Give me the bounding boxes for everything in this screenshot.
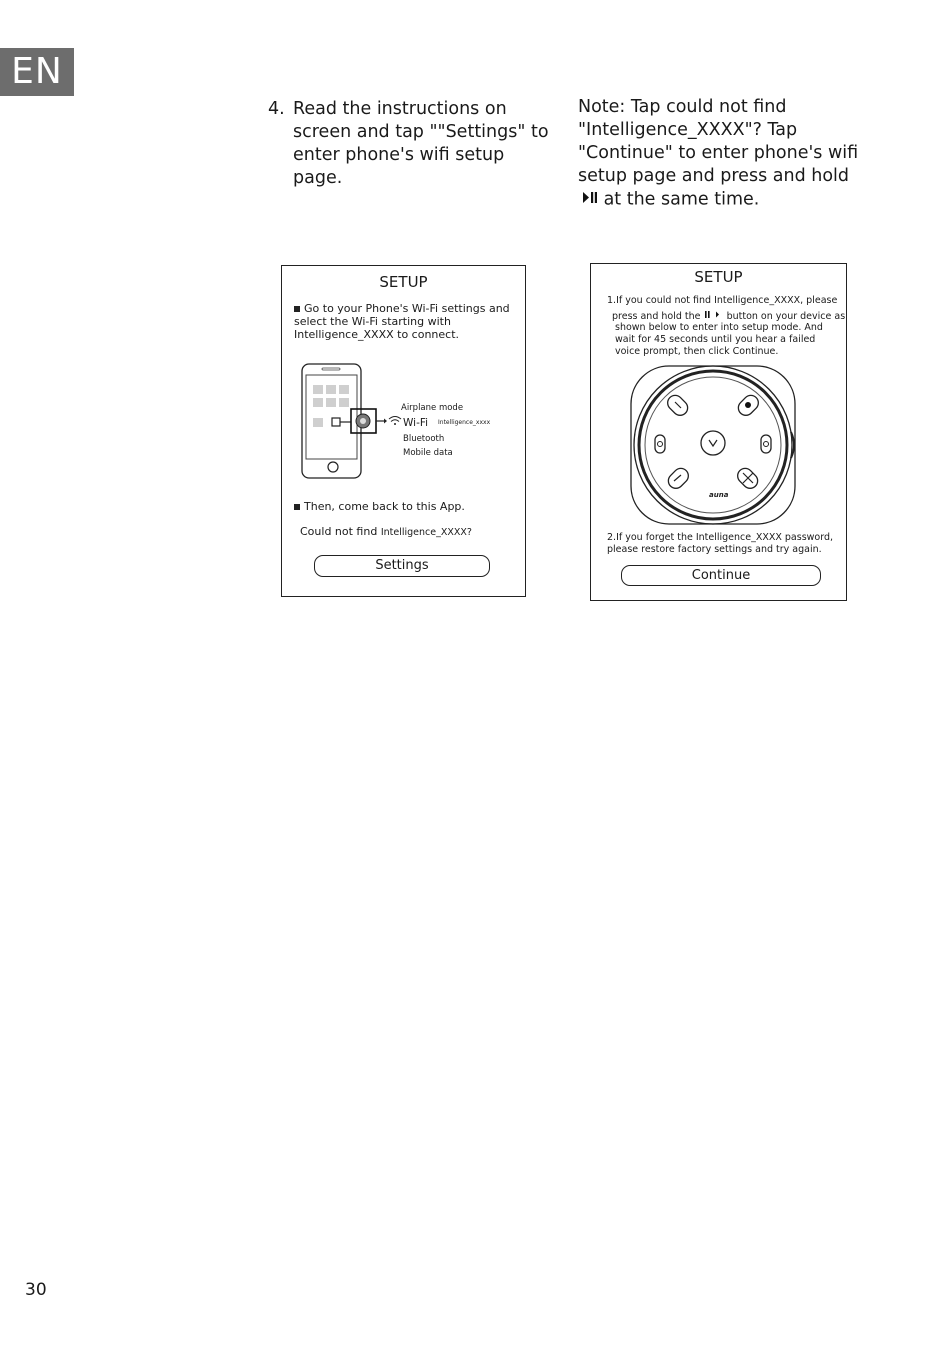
airplane-mode-label: Airplane mode [401,403,464,413]
step2-text: 2.If you forget the Intelligence_XXXX password, please restore factory settings and try again. [607,532,834,555]
panel-title: SETUP [379,273,428,291]
step-text: Read the instructions on screen and tap ""Settings" to enter phone's wifi setup page. [293,99,549,188]
setup-panel-settings [281,265,526,597]
wifi-network-label: Intelligence_xxxx [438,419,491,426]
wifi-label: Wi-Fi [403,417,429,429]
play-pause-icon [582,188,598,211]
setup-panel-continue [590,263,847,601]
note-text-end: at the same time. [603,189,760,210]
step1-line2: press and hold the button on your device as [612,311,846,322]
step1-rest: shown below to enter into setup mode. And wait for 45 seconds until you hear a failed voice prompt, then click Continue. [615,322,823,357]
settings-button[interactable]: Settings [314,555,490,577]
page-number: 30 [25,1280,47,1300]
continue-button[interactable]: Continue [621,565,821,586]
panel-title: SETUP [694,268,743,286]
bluetooth-label: Bluetooth [403,434,445,444]
bullet-icon [294,306,300,312]
mobile-data-label: Mobile data [403,448,453,458]
note-paragraph [578,96,868,212]
device-brand-label: auna [709,491,729,499]
step-number: 4. [268,99,285,119]
language-tab: EN [0,48,74,96]
step1-line1: 1.If you could not find Intelligence_XXXX, please [607,295,838,306]
wifi-instruction: Go to your Phone's Wi-Fi settings and select the Wi-Fi starting with Intelligence_XXXX to connect. [294,302,510,341]
return-instruction: Then, come back to this App. [294,500,465,513]
could-not-find-text: Could not find Intelligence_XXXX? [300,525,472,538]
device-illustration [591,362,848,532]
bullet-icon [294,504,300,510]
note-text: Note: Tap could not find "Intelligence_XXXX"? Tap "Continue" to enter phone's wifi setup page and press and hold [578,97,859,186]
